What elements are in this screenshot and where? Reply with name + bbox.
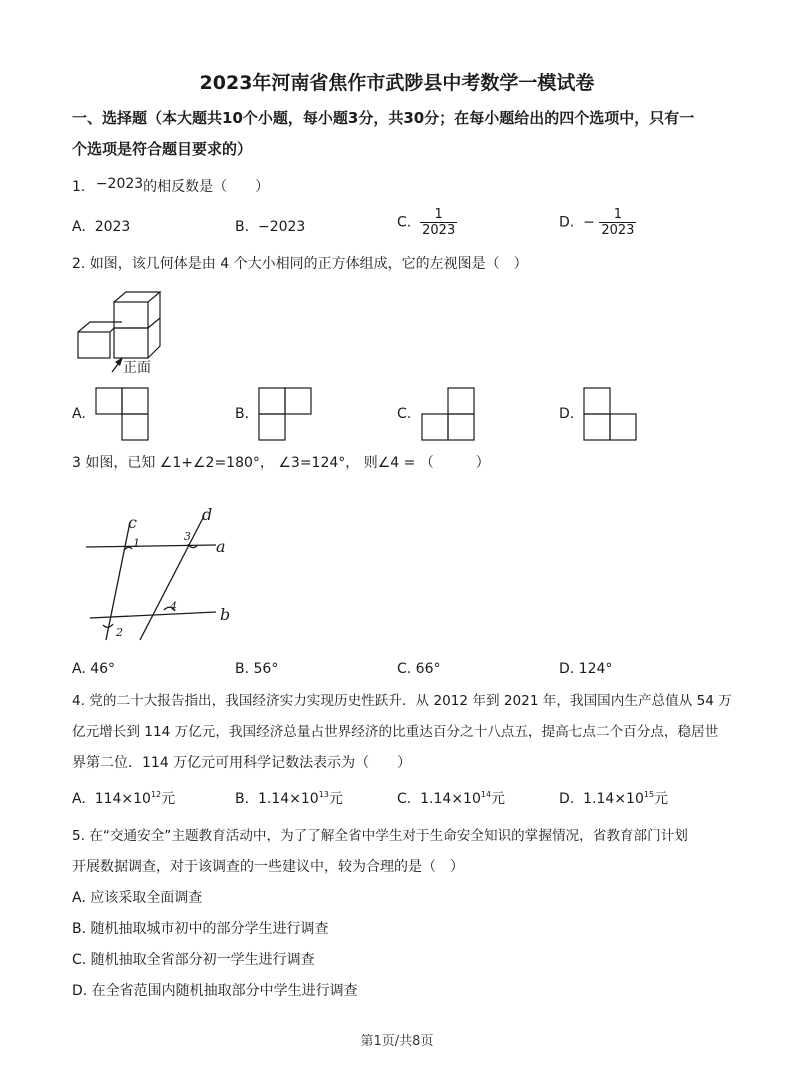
q1-option-a-label: A.	[72, 219, 86, 235]
q4-option-b-unit: 元	[328, 791, 343, 807]
q3-label-c: c	[128, 513, 137, 532]
q3-lines-figure	[80, 500, 240, 645]
q4-option-b-base: 1.14×10	[257, 791, 319, 807]
q3-line-c	[106, 522, 130, 640]
q3-option-d: D. 124°	[559, 661, 613, 677]
q4-option-a-base: 114×10	[94, 791, 151, 807]
q2-option-b-view	[258, 387, 314, 441]
q4-option-c-exponent: 14	[480, 790, 492, 799]
q4-option-b-exponent: 13	[318, 790, 329, 799]
q1-option-d-sign: −	[583, 214, 595, 231]
q1-option-b-label: B.	[235, 219, 250, 235]
q5-option-a: A. 应该采取全面调查	[72, 890, 203, 906]
page-title: 2023年河南省焦作市武陟县中考数学一模试卷	[199, 72, 595, 94]
q3-angle-1: 1	[133, 537, 140, 550]
q2-front-label: 正面	[123, 360, 151, 376]
q4-option-d-exponent: 15	[643, 790, 655, 799]
q2-option-c-view	[421, 387, 477, 441]
q1-option-d-denominator: 2023	[601, 223, 635, 238]
q5-option-c: C. 随机抽取全省部分初一学生进行调查	[72, 952, 315, 968]
q4-option-a-exponent: 12	[150, 790, 162, 799]
q2-option-d-label: D.	[559, 406, 575, 422]
q3-option-a: A. 46°	[72, 661, 116, 677]
question-5-line1: 5. 在“交通安全”主题教育活动中，为了了解全省中学生对于生命安全知识的掌握情况，省教育部门计划	[72, 828, 688, 844]
q4-option-a	[72, 790, 175, 810]
q1-option-c-fraction	[420, 207, 457, 238]
q1-number: 1.	[72, 179, 86, 195]
q1-option-c-label: C.	[397, 214, 412, 231]
q1-option-d	[559, 207, 636, 238]
question-1	[72, 178, 269, 196]
q4-option-d-base: 1.14×10	[583, 791, 644, 807]
q1-option-d-label: D.	[559, 214, 575, 231]
section-heading-line2: 个选项是符合题目要求的）	[72, 140, 253, 158]
q1-option-a-value: 2023	[94, 219, 131, 235]
q3-option-c: C. 66°	[397, 661, 441, 677]
q2-option-a-view	[95, 387, 151, 441]
question-2: 2. 如图，该几何体是由 4 个大小相同的正方体组成，它的左视图是（ ）	[72, 256, 528, 272]
question-3: 3 如图，已知 ∠1+∠2=180°， ∠3=124°， 则∠4 = （ ）	[72, 455, 490, 471]
q1-option-c-denominator: 2023	[422, 223, 456, 238]
q4-option-c	[397, 790, 505, 810]
question-4-line2: 亿元增长到 114 万亿元，我国经济总量占世界经济的比重达百分之十八点五，提高七点二个百分点，稳居世	[72, 724, 719, 740]
section-heading-line1: 一、选择题（本大题共10个小题，每小题3分，共30分；在每小题给出的四个选项中，只有一	[72, 109, 695, 127]
q4-option-c-base: 1.14×10	[420, 791, 481, 807]
q1-option-c	[397, 207, 457, 238]
q1-text: 的相反数是（ ）	[143, 179, 270, 195]
page-footer: 第1页/共8页	[360, 1034, 434, 1049]
q2-option-c-label: C.	[397, 406, 412, 422]
q1-option-d-numerator: 1	[613, 207, 623, 222]
q5-option-b: B. 随机抽取城市初中的部分学生进行调查	[72, 921, 329, 937]
q4-option-c-unit: 元	[491, 791, 506, 807]
q3-label-a: a	[216, 537, 226, 556]
q4-option-b	[235, 790, 343, 810]
q3-label-b: b	[220, 605, 231, 624]
q1-option-b	[235, 218, 305, 236]
q5-option-d: D. 在全省范围内随机抽取部分中学生进行调查	[72, 983, 358, 999]
q1-option-d-fraction	[599, 207, 636, 238]
q4-option-d	[559, 790, 668, 810]
q4-option-a-unit: 元	[161, 791, 176, 807]
q1-option-c-numerator: 1	[434, 207, 443, 222]
q1-expression: −2023	[95, 176, 144, 192]
q2-option-a-label: A.	[72, 406, 86, 422]
q3-option-b: B. 56°	[235, 661, 279, 677]
q1-option-a	[72, 218, 130, 236]
question-4-line3: 界第二位．114 万亿元可用科学记数法表示为（ ）	[72, 755, 412, 771]
q2-option-d-view	[583, 387, 639, 441]
q4-option-a-label: A.	[72, 791, 86, 807]
q3-angle-3: 3	[184, 530, 191, 543]
q3-line-d	[140, 516, 204, 640]
q3-angle-2: 2	[116, 626, 123, 639]
q3-angle-4: 4	[170, 600, 177, 613]
q3-label-d: d	[202, 505, 213, 524]
question-5-line2: 开展数据调查，对于该调查的一些建议中，较为合理的是（ ）	[72, 859, 464, 875]
q1-option-b-value: −2023	[257, 219, 306, 235]
q4-option-b-label: B.	[235, 791, 250, 807]
q4-option-c-label: C.	[397, 791, 412, 807]
q4-option-d-label: D.	[559, 791, 575, 807]
q2-option-b-label: B.	[235, 406, 250, 422]
question-4-line1: 4. 党的二十大报告指出，我国经济实力实现历史性跃升．从 2012 年到 2021 年，我国国内生产总值从 54 万	[72, 693, 732, 709]
q4-option-d-unit: 元	[654, 791, 669, 807]
